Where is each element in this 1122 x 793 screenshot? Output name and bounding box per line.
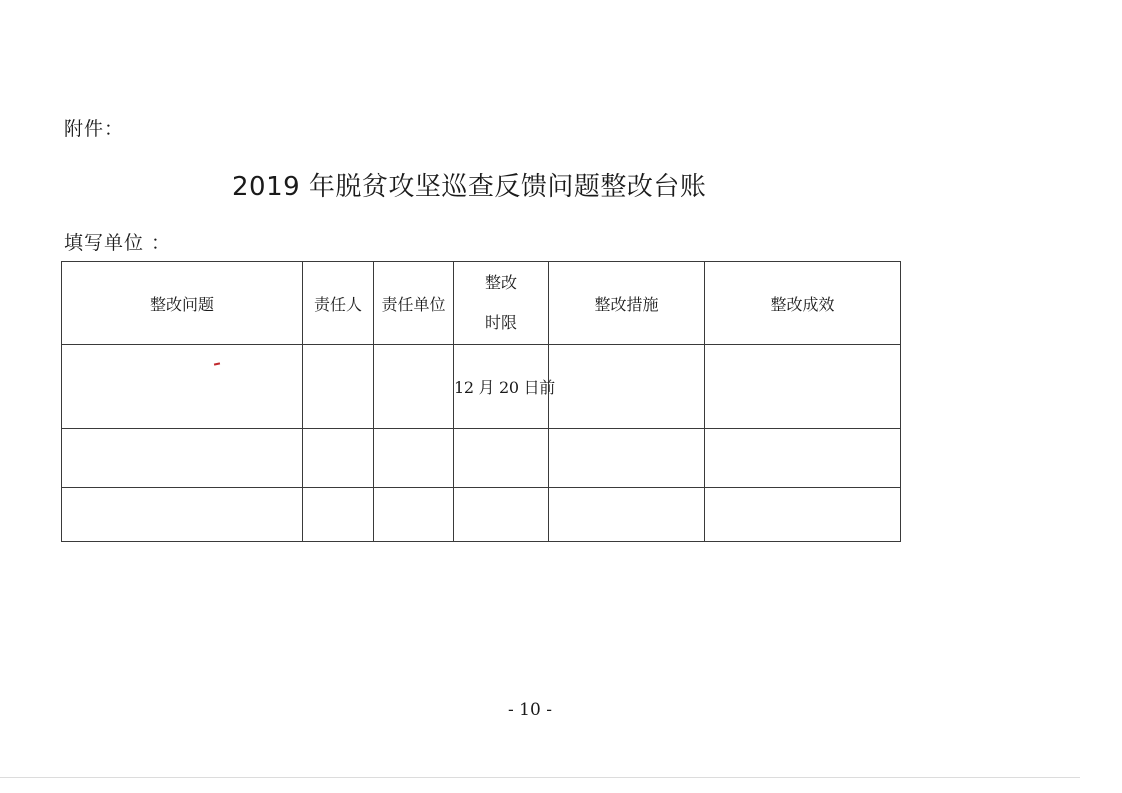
- header-deadline-line1: 整改: [484, 273, 517, 292]
- cell-measures: [549, 488, 705, 542]
- cell-measures: [549, 345, 705, 429]
- table-row: [62, 488, 901, 542]
- attachment-label: 附件：: [64, 118, 125, 140]
- cell-issue: [62, 345, 303, 429]
- cell-results: [705, 429, 901, 488]
- document-title: 2019 年脱贫攻坚巡查反馈问题整改台账: [232, 172, 707, 202]
- header-responsible-unit: 责任单位: [374, 262, 454, 345]
- filling-unit-label: 填写单位 ：: [64, 232, 172, 254]
- cell-deadline: [454, 488, 549, 542]
- header-measures: 整改措施: [549, 262, 705, 345]
- cell-deadline: 12 月 20 日前: [454, 345, 549, 429]
- cell-responsible-person: [303, 429, 374, 488]
- cell-issue: [62, 488, 303, 542]
- cell-results: [705, 488, 901, 542]
- cell-responsible-unit: [374, 345, 454, 429]
- table-header-row: [62, 262, 901, 345]
- cell-issue: [62, 429, 303, 488]
- table-row: [62, 345, 901, 429]
- scan-edge-line: [0, 777, 1080, 778]
- table-row: [62, 429, 901, 488]
- cell-measures: [549, 429, 705, 488]
- header-deadline: [454, 262, 549, 345]
- cell-deadline: [454, 429, 549, 488]
- header-deadline-line2: 时限: [484, 313, 517, 332]
- header-issue: 整改问题: [62, 262, 303, 345]
- cell-responsible-person: [303, 488, 374, 542]
- header-results: 整改成效: [705, 262, 901, 345]
- header-responsible-person: 责任人: [303, 262, 374, 345]
- rectification-ledger-table: [61, 261, 901, 542]
- cell-responsible-unit: [374, 488, 454, 542]
- cell-results: [705, 345, 901, 429]
- cell-responsible-unit: [374, 429, 454, 488]
- cell-responsible-person: [303, 345, 374, 429]
- page-number: - 10 -: [508, 700, 552, 720]
